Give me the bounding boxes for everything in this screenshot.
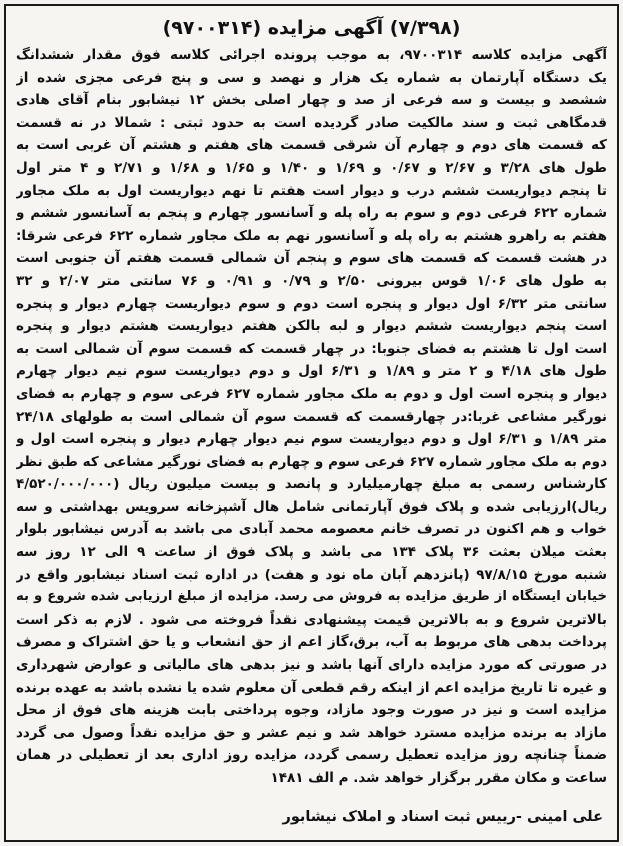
notice-line: در صورتی که مورد مزایده دارای آنها باشد و نیز بدهی های مالیاتی و عوارض شهرداری <box>16 657 607 674</box>
notice-line: کارشناس رسمی به مبلغ چهارمیلیارد و پانصد و بیست میلیون ریال (۴/۵۲۰/۰۰۰/۰۰۰ <box>16 476 607 493</box>
notice-line: است اول تا هشتم به فضای جنوبا: در چهار قسمت که قسمت سوم آن شمالی است به <box>16 340 607 357</box>
notice-line: طول های ۴/۱۸ و ۲ متر و ۱/۸۹ و ۶/۳۱ اول و دوم دیواریست سوم نیم دیوار چهارم <box>16 363 607 380</box>
notice-line: ریال)ارزیابی شده و پلاک فوق آپارتمانی شامل هال آشپزخانه سرویس بهداشتی و سه <box>16 498 607 515</box>
notice-line: یک دستگاه آپارتمان به شماره یک هزار و نهصد و سی و پنج فرعی مجزی شده از <box>16 69 607 86</box>
notice-line: متر ۱/۸۹ و ۶/۳۱ اول و دوم دیواریست سوم نیم دیوار چهارم دیوار و پنجره است اول و <box>16 431 607 448</box>
notice-line: در هشت قسمت که قسمت های سوم و پنجم آن شمالی قسمت هفتم آن جنوبی است <box>16 250 607 267</box>
notice-line: پرداخت بدهی های مربوط به آب، برق،گاز اعم از حق انشعاب و یا حق اشتراک و مصرف <box>16 634 607 651</box>
notice-line: نورگیر مشاعی غربا:در چهارقسمت که قسمت سوم آن شمالی است به طولهای ۲۴/۱۸ <box>16 408 607 425</box>
notice-line: قدمگاهی ثبت و سند مالکیت صادر گردیده است به حدود ثبتی : شمالا در نه قسمت <box>16 114 607 131</box>
notice-line: تا پنجم دیواریست ششم درب و دیوار است هفتم تا نهم دیواریست اول به ملک مجاور <box>16 182 607 199</box>
notice-line: ششصد و بیست و سه فرعی از صد و چهار اصلی بخش ۱۲ نیشابور بنام آقای هادی <box>16 92 607 109</box>
notice-signature: علی امینی -رییس ثبت اسناد و املاک نیشابور <box>282 809 603 825</box>
notice-line: هفتم به راهرو هشتم به راه پله و آسانسور نهم به ملک مجاور شماره ۶۲۲ فرعی شرقا: <box>16 227 607 244</box>
auction-notice-box <box>4 4 619 842</box>
notice-title: (۷/۳۹۸) آگهی مزایده (۹۷۰۰۳۱۴) <box>162 17 461 39</box>
notice-line: که قسمت های دوم و چهارم آن شرقی قسمت های هفتم و هشتم آن غربی است به <box>16 137 607 154</box>
notice-line: مزایده است و نیز در صورت وجود مازاد، وجوه پرداختی بابت هزینه های فوق از محل <box>16 702 607 719</box>
notice-line: بعثت میلان بعثت ۳۶ پلاک ۱۳۴ می باشد و پلاک فوق از ساعت ۹ الی ۱۲ روز سه <box>16 544 607 561</box>
notice-line: خیابان ایستگاه از طریق مزایده به فروش می رسد. مزایده از مبلغ ارزیابی شده شروع و به <box>16 589 607 605</box>
notice-line: شنبه مورخ ۹۷/۸/۱۵ (پانزدهم آبان ماه نود و هفت) در اداره ثبت اسناد نیشابور واقع در <box>16 566 607 583</box>
notice-line: بالاترین شروع و به بالاترین قیمت پیشنهادی نقداً فروخته می شود . لازم به ذکر است <box>16 611 607 628</box>
notice-line: دوم به ملک مجاور شماره ۶۲۷ فرعی سوم و چهارم به فضای نورگیر مشاعی که طبق نظر <box>16 453 607 470</box>
notice-line: سانتی متر ۶/۳۲ اول دیوار و پنجره است دوم و سوم دیواریست چهارم دیوار و پنجره <box>16 295 607 312</box>
notice-line: شماره ۶۲۲ فرعی دوم و سوم به راه پله و آسانسور چهارم و پنجم به آسانسور ششم و <box>16 205 607 222</box>
notice-line: مازاد به برنده مزایده مسترد خواهد شد و نیم عشر و حق مزایده نقداً وصول می گردد <box>16 724 607 741</box>
notice-line: دیوار و پنجره است اول و دوم به ملک مجاور شماره ۶۲۷ فرعی سوم و چهارم به فضای <box>16 385 607 402</box>
notice-line: ساعت و مکان مقرر برگزار خواهد شد. م الف ۱۴۸۱ <box>270 770 607 786</box>
notice-line: ضمناً چنانچه روز مزایده تعطیل رسمی گردد، مزایده روز اداری بعد از تعطیلی در همان <box>16 747 607 764</box>
notice-line: و غیره تا تاریخ مزایده اعم از اینکه رقم قطعی آن معلوم شده یا نشده باشد به عهده برنده <box>16 679 607 696</box>
notice-line: آگهی مزایده کلاسه ۹۷۰۰۳۱۴، به موجب پرونده اجرائی کلاسه فوق مقدار ششدانگ <box>16 47 607 63</box>
notice-line: است پنجم دیواریست ششم دیوار و لبه بالکن هفتم دیواریست هشتم دیوار و پنجره <box>16 318 607 335</box>
notice-line: به طول های ۱/۰۶ قوس بیرونی ۲/۵۰ و ۰/۷۹ و ۰/۹۱ و ۷۶ سانتی متر ۲/۰۷ و ۳۲ <box>16 272 607 289</box>
notice-line: طول های ۳/۲۸ و ۲/۶۷ و ۰/۶۷ و ۱/۶۹ و ۱/۴۰ و ۱/۶۵ و ۱/۶۸ و ۲/۷۱ و ۴ متر اول <box>16 159 607 176</box>
notice-line: خواب و هم اکنون در تصرف خانم معصومه محمد آبادی می باشد به آدرس نیشابور بلوار <box>16 521 607 538</box>
notice-body <box>16 44 607 790</box>
